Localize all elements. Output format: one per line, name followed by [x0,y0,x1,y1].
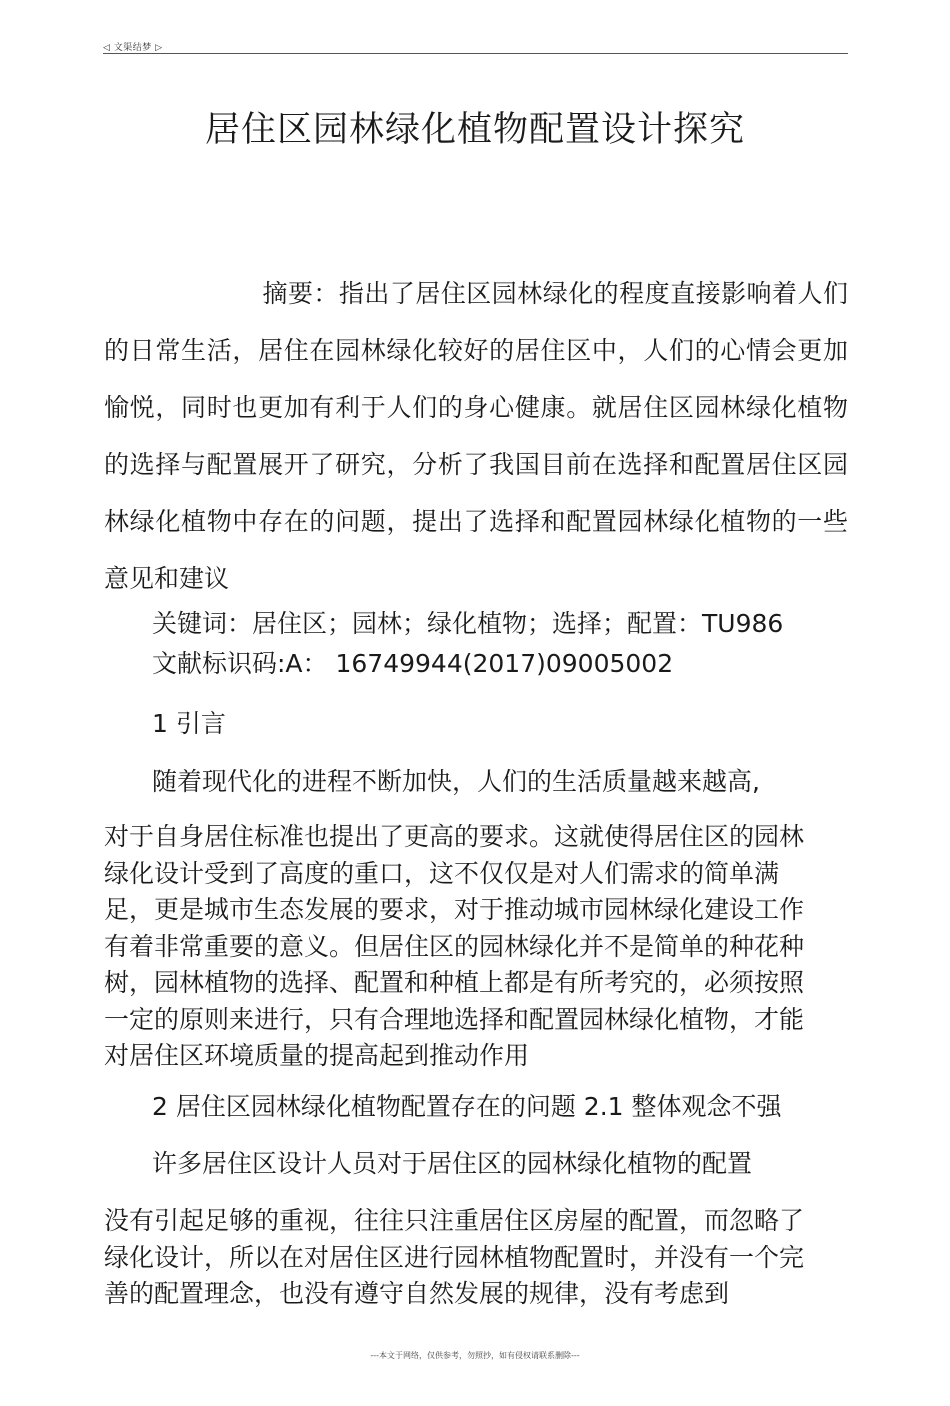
section2-body: 没有引起足够的重视，往往只注重居住区房屋的配置，而忽略了绿化设计，所以在对居住区进行园林植物配置时，并没有一个完善的配置理念，也没有遵守自然发展的规律，没有考虑到 [104,1206,805,1308]
document-title: 居住区园林绿化植物配置设计探究 [204,110,745,150]
abstract-text: 摘要：指出了居住区园林绿化的程度直接影响着人们的日常生活，居住在园林绿化较好的居住区中，人们的心情会更加愉悦，同时也更加有利于人们的身心健康。就居住区园林绿化植物的选择与配置展开了研究，分析了我国目前在选择和配置居住区园林绿化植物中存在的问题，提出了选择和配置园林绿化植物的一些意见和建议 [104,279,848,593]
abstract-paragraph [104,265,848,607]
section1-first-line: 随着现代化的进程不断加快，人们的生活质量越来越高, [152,767,760,796]
doc-code-line: 文献标识码:A： 16749944(2017)09005002 [152,649,674,678]
section1-body: 对于自身居住标准也提出了更高的要求。这就使得居住区的园林绿化设计受到了高度的重口，这不仅仅是对人们需求的简单满足，更是城市生态发展的要求，对于推动城市园林绿化建设工作有着非常重要的意义。但居住区的园林绿化并不是简单的种花种树，园林植物的选择、配置和种植上都是有所考究的，必须按照一定的原则来进行，只有合理地选择和配置园林绿化植物，才能对居住区环境质量的提高起到推动作用 [104,822,805,1070]
header-divider [103,53,848,54]
keywords-line: 关键词：居住区；园林；绿化植物；选择；配置：TU986 [152,609,784,638]
section1-heading: 1 引言 [152,709,226,738]
keywords-block [152,604,852,684]
header-mark: ◁ 文渠结梦 ▷ [103,43,163,53]
footer-note: ---本文于网络，仅供参考，勿照抄，如有侵权请联系删除--- [370,1351,580,1360]
section2-heading: 2 居住区园林绿化植物配置存在的问题 2.1 整体观念不强 [152,1092,782,1121]
section2-first-line: 许多居住区设计人员对于居住区的园林绿化植物的配置 [152,1149,753,1178]
